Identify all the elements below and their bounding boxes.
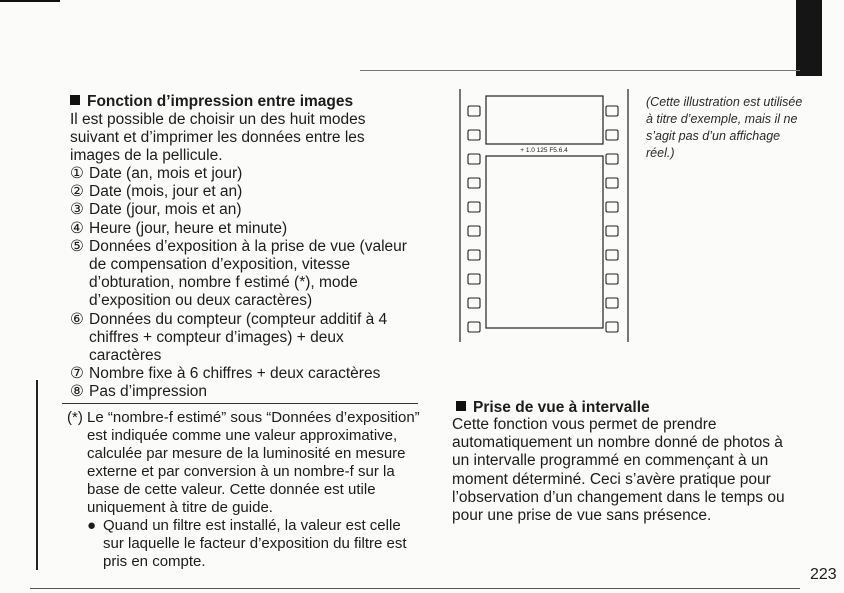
print-option: ⑦ Nombre fixe à 6 chiffres + deux caractères bbox=[70, 365, 381, 383]
illustration-caption: (Cette illustration est utilisée à titre d’exemple, mais il ne s’agit pas d’un affichage réel.) bbox=[646, 95, 803, 160]
film-perforation bbox=[606, 298, 618, 308]
film-perforation bbox=[606, 274, 618, 284]
bottom-rule bbox=[30, 588, 800, 589]
footnote bbox=[67, 409, 423, 571]
film-perforation bbox=[606, 202, 618, 212]
film-perforation bbox=[468, 202, 480, 212]
footnote-marker: (*) bbox=[67, 409, 83, 426]
page-edge-mark bbox=[0, 0, 60, 2]
print-options-list bbox=[70, 165, 420, 402]
film-perforation bbox=[606, 154, 618, 164]
film-perforation bbox=[468, 178, 480, 188]
film-perforation bbox=[606, 178, 618, 188]
film-perforation bbox=[468, 154, 480, 164]
film-perforations bbox=[468, 106, 618, 332]
film-perforation bbox=[468, 250, 480, 260]
film-perforation bbox=[468, 322, 480, 332]
print-option: ⑤ Données d’exposition à la prise de vue (valeur de compensation d’exposition, vitesse d’obturation, nombre f estimé (*), mode d’exposition ou deux caractères) bbox=[70, 237, 407, 310]
film-perforation bbox=[606, 322, 618, 332]
film-perforation bbox=[606, 106, 618, 116]
film-imprint: + 1.0 125 F5.6.4 bbox=[520, 147, 568, 154]
square-bullet-icon bbox=[456, 401, 466, 411]
print-intro: Il est possible de choisir un des huit modes suivant et d’imprimer les données entre les images de la pellicule. bbox=[70, 111, 366, 165]
print-option: ② Date (mois, jour et an) bbox=[70, 183, 243, 201]
footnote-bullet-text: Quand un filtre est installé, la valeur est celle sur laquelle le facteur d’exposition du filtre est pris en compte. bbox=[103, 517, 407, 570]
header-rule bbox=[360, 70, 800, 71]
print-option: ⑥ Données du compteur (compteur additif à 4 chiffres + compteur d’images) + deux caractères bbox=[70, 310, 388, 365]
print-option: ③ Date (jour, mois et an) bbox=[70, 201, 242, 219]
square-bullet-icon bbox=[70, 95, 80, 105]
film-frame-top bbox=[486, 96, 603, 144]
film-perforation bbox=[468, 106, 480, 116]
film-perforation bbox=[606, 130, 618, 140]
film-strip-illustration bbox=[456, 84, 636, 344]
section-title-interval: Prise de vue à intervalle bbox=[456, 399, 650, 417]
footnote-text: Le “nombre-f estimé” sous “Données d’exposition” est indiquée comme une valeur approximative, calculée par mesure de la luminosité en mesure externe et par conversion à un nombre-f sur la base de cette valeur. Cette donnée est utile uniquement à titre de guide. bbox=[87, 409, 420, 516]
film-perforation bbox=[468, 130, 480, 140]
binding-edge bbox=[36, 380, 38, 570]
section-title-print: Fonction d’impression entre images bbox=[70, 93, 353, 111]
page-number: 223 bbox=[810, 566, 837, 583]
print-option: ① Date (an, mois et jour) bbox=[70, 165, 243, 182]
film-perforation bbox=[606, 250, 618, 260]
film-perforation bbox=[468, 298, 480, 308]
round-bullet-icon: ● bbox=[87, 517, 97, 534]
footnote-rule bbox=[62, 403, 418, 404]
film-perforation bbox=[606, 226, 618, 236]
film-perforation bbox=[468, 274, 480, 284]
film-frame-main bbox=[486, 156, 603, 328]
interval-text: Cette fonction vous permet de prendre automatiquement un nombre donné de photos à un intervalle programmé en commençant à un moment déterminé. Ceci s’avère pratique pour l’observation d’un changement dans le temps ou pour une prise de vue sans présence. bbox=[452, 416, 785, 525]
chapter-tab bbox=[796, 0, 822, 76]
film-perforation bbox=[468, 226, 480, 236]
print-option: ④ Heure (jour, heure et minute) bbox=[70, 219, 288, 237]
print-option: ⑧ Pas d’impression bbox=[70, 383, 208, 401]
